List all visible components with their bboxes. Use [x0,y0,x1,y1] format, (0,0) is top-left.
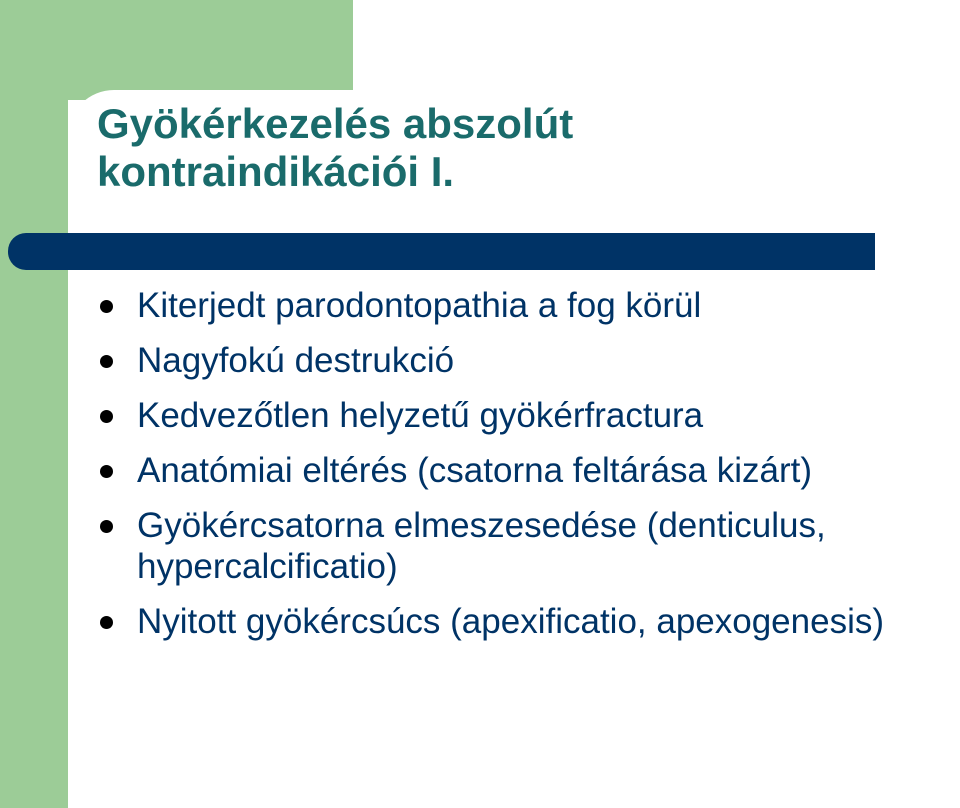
slide-title [97,100,937,196]
bullet-item [100,450,958,491]
bullet-text: Kiterjedt parodontopathia a fog körül [137,286,702,325]
bullet-item [100,505,958,587]
bullet-dot-icon [100,616,113,629]
bullet-list [100,285,958,656]
slide-title-line-1: Gyökérkezelés abszolút [97,100,574,147]
decor-green-left [0,0,68,808]
bullet-text: Kedvezőtlen helyzetű gyökérfractura [137,396,704,435]
bullet-dot-icon [100,520,113,533]
bullet-item [100,601,958,642]
bullet-text: Nyitott gyökércsúcs (apexificatio, apexogenesis) [137,602,885,641]
bullet-text: Gyökércsatorna elmeszesedése (denticulus, hypercalcificatio) [137,506,826,586]
slide-title-line-2: kontraindikációi I. [97,148,455,195]
bullet-dot-icon [100,465,113,478]
bullet-item [100,285,958,326]
bullet-dot-icon [100,355,113,368]
bullet-text: Nagyfokú destrukció [137,341,455,380]
bullet-item [100,395,958,436]
bullet-dot-icon [100,410,113,423]
bullet-item [100,340,958,381]
title-divider-bar [8,233,875,270]
bullet-dot-icon [100,300,113,313]
bullet-text: Anatómiai eltérés (csatorna feltárása kizárt) [137,451,812,490]
